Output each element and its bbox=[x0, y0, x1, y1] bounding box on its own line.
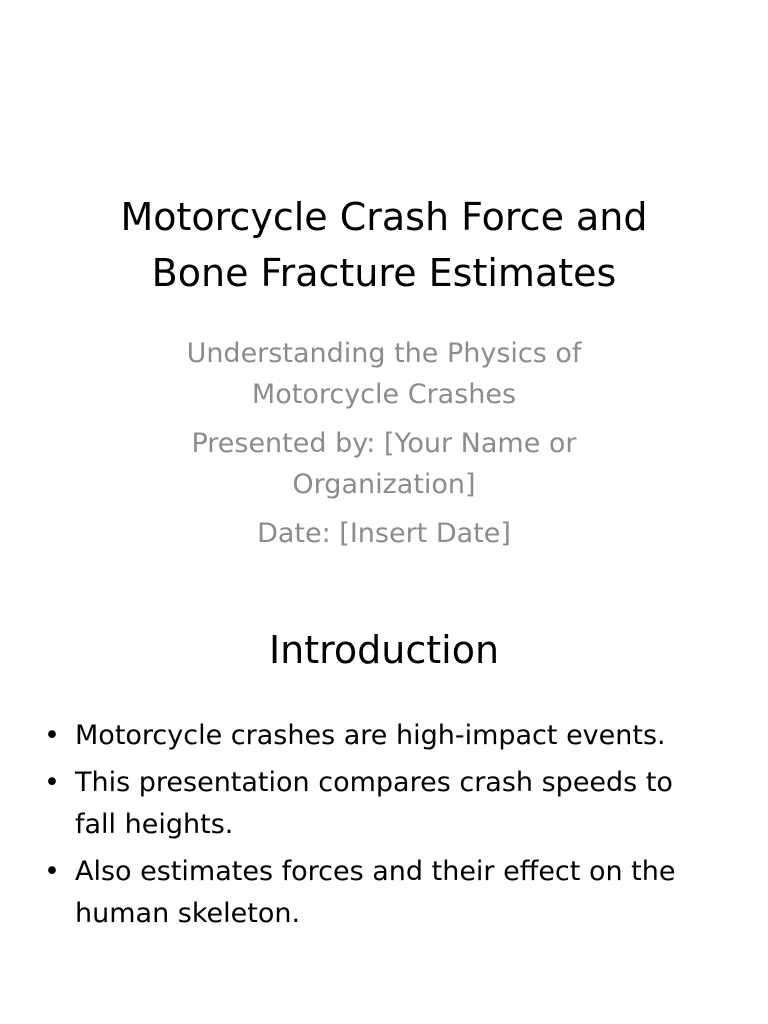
date-line: Date: [Insert Date] bbox=[257, 518, 511, 549]
slide-title bbox=[60, 189, 708, 301]
bullet-marker: • bbox=[44, 720, 60, 751]
list-item bbox=[40, 851, 700, 935]
bullet-text: Also estimates forces and their effect on the human skeleton. bbox=[75, 856, 676, 929]
subtitle-line: Understanding the Physics of Motorcycle Crashes bbox=[186, 338, 582, 410]
subtitle-block bbox=[150, 333, 618, 562]
bullet-text: Motorcycle crashes are high-impact events. bbox=[75, 720, 666, 751]
bullet-text: This presentation compares crash speeds to fall heights. bbox=[75, 767, 673, 840]
list-item bbox=[40, 715, 700, 757]
bullet-marker: • bbox=[44, 856, 60, 887]
section-heading: Introduction bbox=[268, 628, 500, 672]
title-line-2: Bone Fracture Estimates bbox=[151, 251, 617, 295]
bullet-list bbox=[40, 715, 700, 940]
title-line-1: Motorcycle Crash Force and bbox=[120, 195, 648, 239]
bullet-marker: • bbox=[44, 767, 60, 798]
presenter-line: Presented by: [Your Name or Organization] bbox=[191, 428, 577, 500]
list-item bbox=[40, 762, 700, 846]
